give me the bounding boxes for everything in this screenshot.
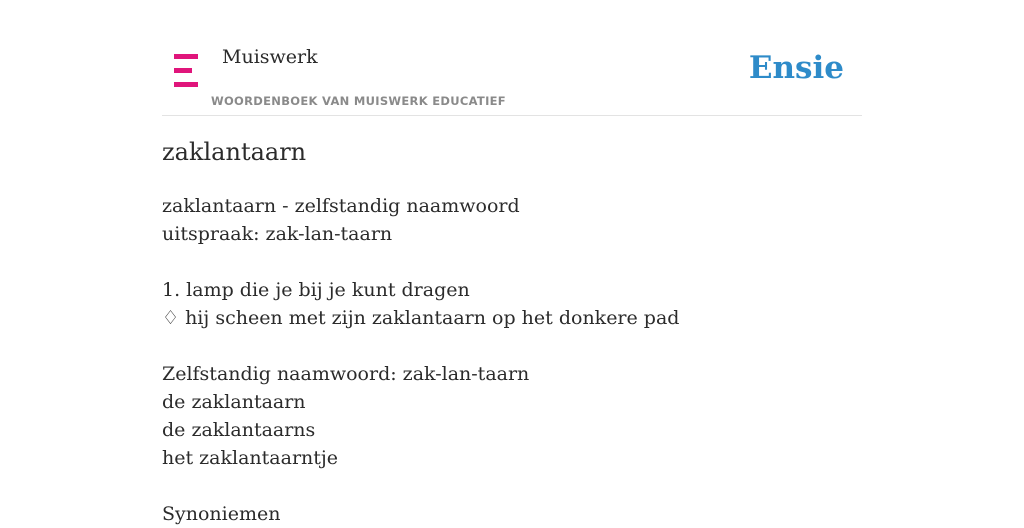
spacer [162,332,862,360]
spacer [162,248,862,276]
page-title: zaklantaarn [162,138,307,166]
source-name[interactable]: Muiswerk [222,46,318,68]
source-subtitle: WOORDENBOEK VAN MUISWERK EDUCATIEF [211,94,506,108]
spacer [162,472,862,500]
page-header [162,0,862,116]
ensie-brand-logo[interactable]: Ensie [748,50,844,86]
grammar-heading: Zelfstandig naamwoord: zak-lan-taarn [162,363,530,385]
form-diminutive: het zaklantaarntje [162,447,339,469]
entry-heading-line: zaklantaarn - zelfstandig naamwoord [162,195,520,217]
form-singular: de zaklantaarn [162,391,306,413]
muiswerk-logo-icon[interactable] [172,53,200,89]
muiswerk-logo-shape [172,53,200,89]
pronunciation-line: uitspraak: zak-lan-taarn [162,223,393,245]
example-line: ♢ hij scheen met zijn zaklantaarn op het donkere pad [162,307,680,329]
meaning-line: 1. lamp die je bij je kunt dragen [162,279,470,301]
synonyms-heading: Synoniemen [162,503,281,525]
form-plural: de zaklantaarns [162,419,316,441]
definition-body [162,192,862,528]
